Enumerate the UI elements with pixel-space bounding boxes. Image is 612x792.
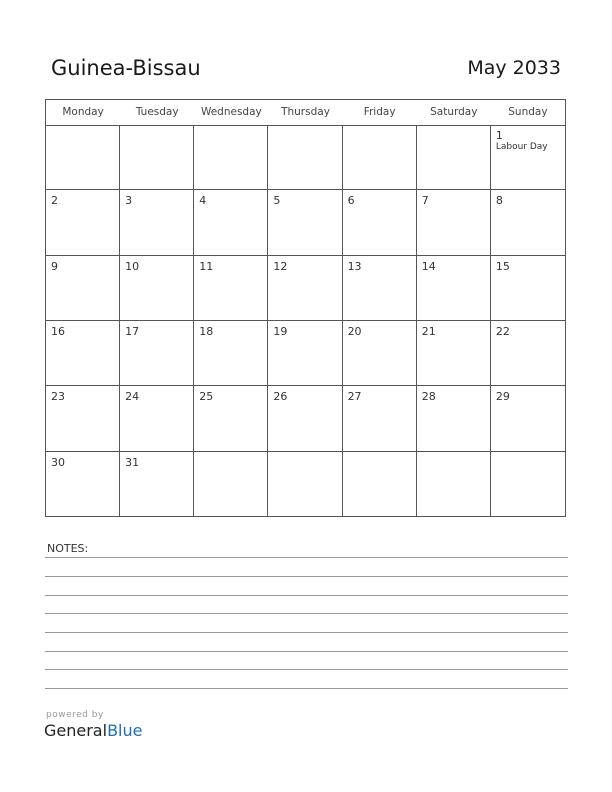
day-number: 19 bbox=[273, 325, 288, 338]
weekday-saturday: Saturday bbox=[430, 106, 478, 118]
notes-label: NOTES: bbox=[47, 542, 89, 555]
day-number: 17 bbox=[125, 325, 140, 338]
day-number: 12 bbox=[273, 259, 288, 273]
day-cell bbox=[120, 190, 194, 255]
day-number: 10 bbox=[125, 259, 140, 273]
note-line bbox=[45, 595, 568, 596]
day-number: 23 bbox=[51, 390, 65, 404]
day-cell bbox=[194, 386, 268, 451]
day-cell bbox=[268, 452, 342, 517]
day-cell bbox=[194, 452, 268, 517]
day-number: 6 bbox=[347, 194, 355, 208]
day-number: 21 bbox=[421, 325, 436, 338]
day-number: 29 bbox=[495, 390, 510, 404]
day-cell bbox=[417, 256, 491, 321]
note-line bbox=[45, 576, 568, 577]
day-number: 30 bbox=[51, 455, 65, 469]
day-cell bbox=[343, 386, 417, 451]
country-title: Guinea-Bissau bbox=[51, 56, 201, 80]
day-cell bbox=[194, 256, 268, 321]
day-cells bbox=[46, 125, 565, 517]
generalblue-logo bbox=[44, 721, 142, 740]
day-cell bbox=[268, 321, 342, 386]
day-number: 8 bbox=[495, 194, 503, 208]
day-cell bbox=[491, 190, 565, 255]
day-cell bbox=[194, 125, 268, 190]
weekday-tuesday: Tuesday bbox=[135, 106, 179, 118]
day-cell bbox=[268, 256, 342, 321]
day-cell bbox=[194, 190, 268, 255]
day-cell bbox=[46, 386, 120, 451]
day-cell bbox=[120, 256, 194, 321]
day-cell bbox=[417, 321, 491, 386]
day-cell bbox=[491, 321, 565, 386]
note-line bbox=[45, 557, 568, 558]
day-cell bbox=[120, 452, 194, 517]
day-cell bbox=[343, 190, 417, 255]
day-number: 18 bbox=[199, 325, 214, 338]
day-cell bbox=[417, 125, 491, 190]
day-number: 5 bbox=[273, 194, 281, 208]
day-number: 27 bbox=[347, 390, 362, 404]
day-cell bbox=[268, 125, 342, 190]
note-line bbox=[45, 651, 568, 652]
powered-by-text: powered by bbox=[46, 710, 104, 720]
day-number: 2 bbox=[51, 194, 58, 208]
day-number: 3 bbox=[125, 194, 133, 208]
day-cell bbox=[491, 256, 565, 321]
day-number: 13 bbox=[347, 259, 362, 273]
day-cell bbox=[417, 190, 491, 255]
day-number: 20 bbox=[347, 325, 362, 338]
day-number: 31 bbox=[125, 455, 140, 469]
day-cell bbox=[46, 452, 120, 517]
day-cell bbox=[120, 386, 194, 451]
day-number: 26 bbox=[273, 390, 288, 404]
day-number: 4 bbox=[199, 194, 207, 208]
day-cell bbox=[46, 125, 120, 190]
day-number: 24 bbox=[125, 390, 140, 404]
day-cell bbox=[268, 386, 342, 451]
day-number: 1 bbox=[495, 129, 503, 142]
day-number: 25 bbox=[199, 390, 214, 404]
day-cell bbox=[417, 452, 491, 517]
day-cell bbox=[46, 256, 120, 321]
day-number: 28 bbox=[421, 390, 436, 404]
day-cell bbox=[120, 125, 194, 190]
day-number: 22 bbox=[495, 325, 510, 338]
brand-blue: Blue bbox=[107, 721, 143, 740]
weekday-monday: Monday bbox=[62, 106, 104, 118]
note-line bbox=[45, 632, 568, 633]
note-line bbox=[45, 688, 568, 689]
note-line bbox=[45, 613, 568, 614]
weekday-thursday: Thursday bbox=[281, 106, 330, 118]
weekday-header-row bbox=[46, 100, 565, 126]
day-cell bbox=[491, 386, 565, 451]
day-cell bbox=[343, 321, 417, 386]
day-cell bbox=[343, 125, 417, 190]
note-line bbox=[45, 669, 568, 670]
weekday-wednesday: Wednesday bbox=[200, 106, 262, 118]
day-cell bbox=[417, 386, 491, 451]
weekday-friday: Friday bbox=[363, 106, 396, 118]
day-cell bbox=[343, 452, 417, 517]
day-number: 9 bbox=[51, 259, 58, 273]
month-year-title: May 2033 bbox=[467, 57, 561, 79]
brand-general: General bbox=[44, 721, 108, 740]
day-cell bbox=[120, 321, 194, 386]
weekday-sunday: Sunday bbox=[508, 106, 548, 118]
calendar-grid bbox=[45, 99, 566, 517]
day-cell bbox=[491, 125, 565, 190]
day-cell bbox=[46, 190, 120, 255]
holiday-label: Labour Day bbox=[495, 142, 548, 152]
day-number: 15 bbox=[495, 259, 510, 273]
day-cell bbox=[194, 321, 268, 386]
day-cell bbox=[343, 256, 417, 321]
day-number: 11 bbox=[199, 259, 214, 273]
day-cell bbox=[46, 321, 120, 386]
day-number: 7 bbox=[421, 194, 429, 208]
day-cell bbox=[491, 452, 565, 517]
day-cell bbox=[268, 190, 342, 255]
day-number: 14 bbox=[421, 259, 436, 273]
day-number: 16 bbox=[51, 325, 65, 338]
